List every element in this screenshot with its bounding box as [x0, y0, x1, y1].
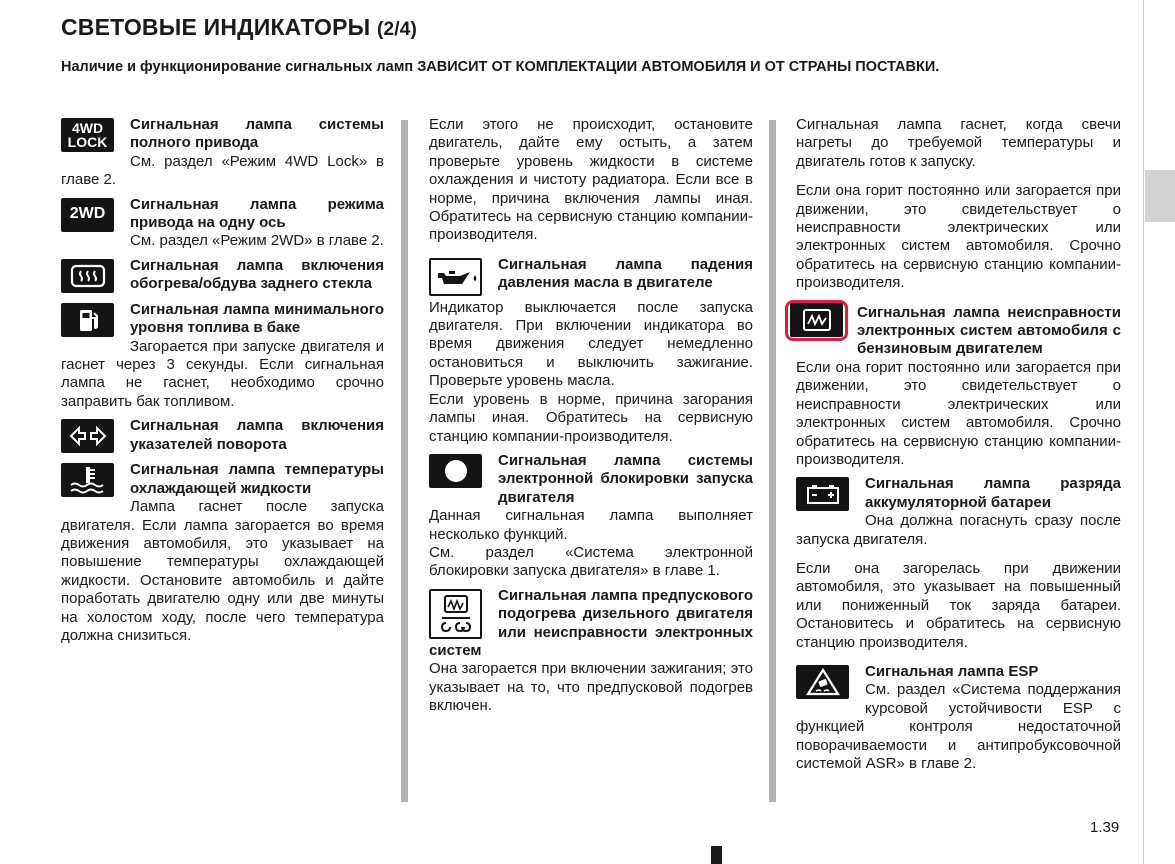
- entry-text: Данная сигнальная лампа выполняет несколько функций.: [429, 507, 753, 543]
- coolant-temperature-icon: [61, 463, 114, 497]
- paragraph: Если она горит постоянно или загорается при движении, это свидетельствует о неисправности электрических или электронных систем автомобиля. Срочно обратитесь на сервисную станцию компании-производителя.: [796, 182, 1121, 292]
- entry-oil-pressure: [429, 256, 753, 446]
- entry-fuel: [61, 301, 384, 411]
- turn-signal-arrows-icon: [61, 419, 114, 453]
- column-2: [429, 116, 753, 716]
- entry-immobilizer: [429, 452, 753, 581]
- entry-coolant: [61, 461, 384, 645]
- entry-text: Если она загорелась при движении автомобиля, это указывает на повышенный или пониженный ток заряда батареи. Остановитесь и обратитесь на сервисную станцию производителя.: [796, 559, 1121, 651]
- entry-engine-electronics: [796, 304, 1121, 470]
- entry-title: Сигнальная лампа неисправности электронных систем автомобиля с бензиновым двигателем: [857, 303, 1121, 358]
- paragraph: Сигнальная лампа гаснет, когда свечи нагреты до требуемой температуры и двигатель готов к запуску.: [796, 116, 1121, 170]
- entry-4wd-lock: [61, 116, 384, 190]
- chapter-tab: [1145, 170, 1175, 222]
- immobilizer-icon: [429, 454, 482, 488]
- icon-lock-text: LOCK: [67, 134, 108, 150]
- column-separator: [401, 120, 408, 802]
- entry-text: См. раздел «Система поддержания курсовой устойчивости ESP с функцией контроля недостаточной поворачиваемости и антипробуксовочной системой ASR» в главе 2.: [796, 681, 1121, 772]
- entry-glow-plug: [429, 587, 753, 716]
- entry-title: Сигнальная лампа включения обогрева/обдува заднего стекла: [130, 256, 384, 293]
- entry-title: Сигнальная лампа минимального уровня топлива в баке: [130, 300, 384, 337]
- entry-title: Сигнальная лампа ESP: [865, 662, 1039, 680]
- entry-text: Индикатор выключается после запуска двигателя. При включении индикатора во время движения следует немедленно остановиться и выключить зажигание. Проверьте уровень масла.: [429, 298, 753, 390]
- entry-text: Загорается при запуске двигателя и гаснет через 3 секунды. Если сигнальная лампа не гаснет, необходимо срочно заправить бак топливом.: [61, 337, 384, 410]
- highlight-frame: [785, 300, 848, 341]
- paragraph: Если этого не происходит, остановите двигатель, дайте ему остыть, а затем проверьте уровень жидкости в системе охлаждения и чистоту радиатора. Если все в норме, причина включения лампы иная. Обратитесь на сервисную станцию компании-производителя.: [429, 116, 753, 244]
- entry-title: Сигнальная лампа разряда аккумуляторной батареи: [865, 475, 1121, 511]
- esp-warning-icon: [796, 665, 849, 699]
- rear-window-defrost-icon: [61, 259, 114, 293]
- glow-plug-icon: [429, 589, 482, 639]
- entry-rear-defrost: [61, 257, 384, 295]
- page-edge: [1143, 0, 1144, 864]
- entry-text: См. раздел «Система электронной блокировки запуска двигателя» в главе 1.: [429, 543, 753, 580]
- entry-turn-signals: [61, 417, 384, 455]
- entry-title: Сигнальная лампа падения давления масла в двигателе: [498, 255, 753, 292]
- entry-text: Если она горит постоянно или загорается при движении, это свидетельствует о неисправности электрических или электронных систем автомобиля. Срочно обратитесь на сервисную станцию компании-производителя.: [796, 358, 1121, 468]
- oil-can-icon: [429, 258, 482, 296]
- entry-battery: [796, 475, 1121, 652]
- column-3: [796, 116, 1121, 773]
- page-title-text: СВЕТОВЫЕ ИНДИКАТОРЫ: [61, 14, 371, 40]
- entry-text: См. раздел «Режим 2WD» в главе 2.: [130, 232, 384, 250]
- entry-text: Лампа гаснет после запуска двигателя. Если лампа загорается во время движения автомобиля, это указывает на повышение температуры охлаждающей жидкости. Остановите автомобиль и дайте поработать двигателю одну или две минуты на холостом ходу, после чего температура должна снизиться.: [61, 498, 384, 644]
- entry-text: Она должна погаснуть сразу после запуска двигателя.: [796, 512, 1121, 548]
- page-number: 1.39: [1090, 819, 1120, 836]
- engine-electronics-fault-icon: [790, 303, 843, 337]
- fuel-pump-icon: [61, 303, 114, 337]
- entry-title: Сигнальная лампа системы полного привода: [130, 116, 384, 152]
- entry-title: Сигнальная лампа системы электронной блокировки запуска двигателя: [498, 451, 753, 506]
- entry-text: Если уровень в норме, причина загорания лампы иная. Обратитесь на сервисную станцию компании-производителя.: [429, 390, 753, 445]
- entry-esp: [796, 663, 1121, 773]
- entry-text: См. раздел «Режим 4WD Lock» в главе 2.: [61, 152, 384, 189]
- 4wd-lock-icon: [61, 118, 114, 152]
- entry-2wd: [61, 196, 384, 251]
- page-subtitle: Наличие и функционирование сигнальных ламп ЗАВИСИТ ОТ КОМПЛЕКТАЦИИ АВТОМОБИЛЯ И ОТ СТРАНЫ ПОСТАВКИ.: [61, 59, 940, 75]
- 2wd-icon: [61, 198, 114, 232]
- entry-text: Она загорается при включении зажигания; это указывает на то, что предпусковой подогрев включен.: [429, 660, 753, 715]
- entry-title: Сигнальная лампа предпускового подогрева дизельного двигателя или неисправности электронных систем: [429, 586, 753, 659]
- entry-title: Сигнальная лампа включения указателей поворота: [130, 417, 384, 453]
- icon-4wd-text: 4WD: [71, 120, 104, 136]
- page-title: [61, 14, 417, 41]
- entry-title: Сигнальная лампа температуры охлаждающей жидкости: [130, 461, 384, 497]
- column-separator: [769, 120, 776, 802]
- page-title-part: (2/4): [376, 19, 418, 40]
- column-1: [61, 116, 384, 645]
- icon-2wd-text: 2WD: [69, 205, 106, 223]
- entry-title: Сигнальная лампа режима привода на одну ось: [130, 195, 384, 232]
- page-marker: [711, 846, 722, 864]
- battery-icon: [796, 477, 849, 511]
